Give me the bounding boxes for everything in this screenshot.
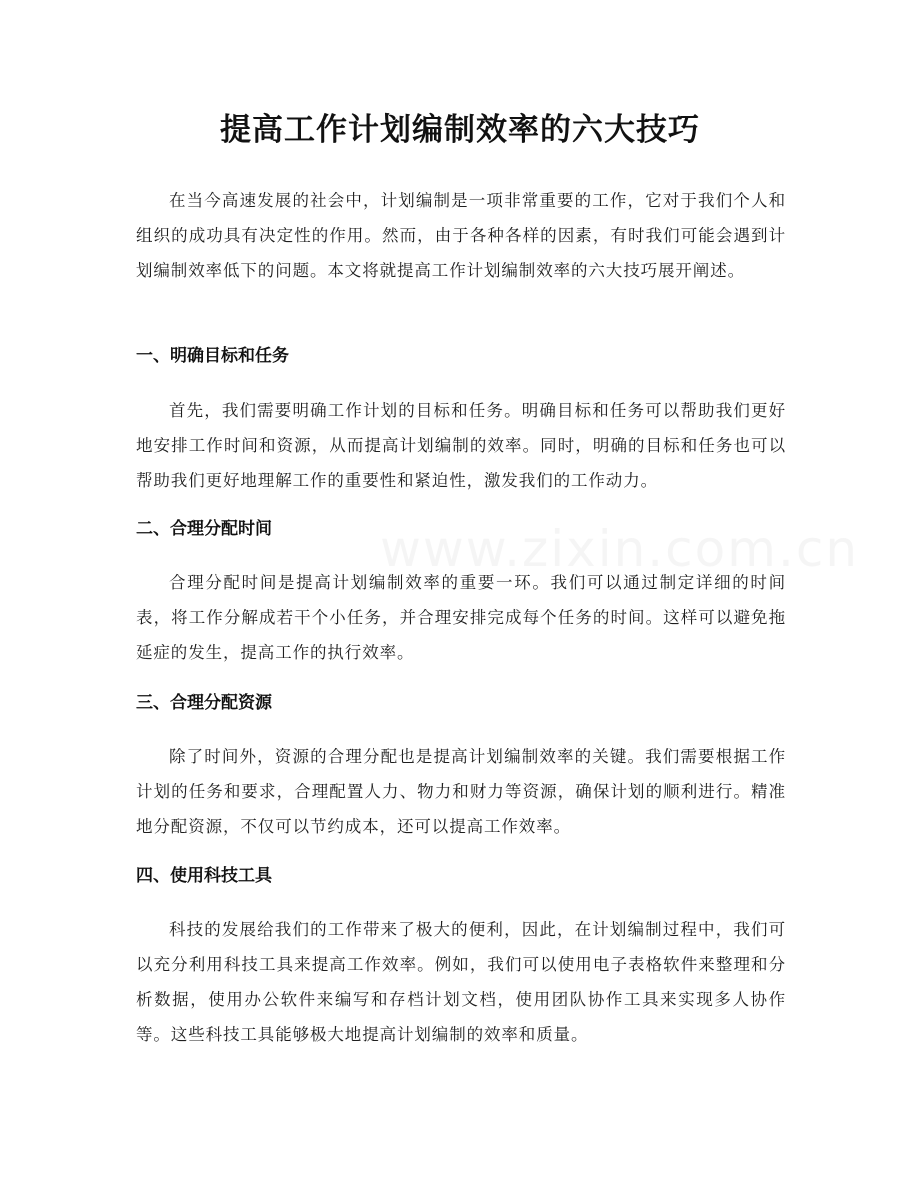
intro-paragraph: 在当今高速发展的社会中，计划编制是一项非常重要的工作，它对于我们个人和组织的成功具有决定性的作用。然而，由于各种各样的因素，有时我们可能会遇到计划编制效率低下的问题。本文将就提高工作计划编制效率的六大技巧展开阐述。 [136,191,786,280]
section-body-2: 合理分配时间是提高计划编制效率的重要一环。我们可以通过制定详细的时间表，将工作分解成若干个小任务，并合理安排完成每个任务的时间。这样可以避免拖延症的发生，提高工作的执行效率。 [136,573,786,662]
watermark: www.zixin.com.cn [380,520,860,578]
section-body-3: 除了时间外，资源的合理分配也是提高计划编制效率的关键。我们需要根据工作计划的任务和要求，合理配置人力、物力和财力等资源，确保计划的顺利进行。精准地分配资源，不仅可以节约成本，还可以提高工作效率。 [136,747,786,836]
section-heading-1: 一、明确目标和任务 [136,346,289,366]
section-heading-3: 三、合理分配资源 [136,693,272,713]
document-title: 提高工作计划编制效率的六大技巧 [220,112,700,148]
section-body-1: 首先，我们需要明确工作计划的目标和任务。明确目标和任务可以帮助我们更好地安排工作时间和资源，从而提高计划编制的效率。同时，明确的目标和任务也可以帮助我们更好地理解工作的重要性和紧迫性，激发我们的工作动力。 [136,401,786,490]
section-heading-2: 二、合理分配时间 [136,519,272,539]
section-body-4: 科技的发展给我们的工作带来了极大的便利，因此，在计划编制过程中，我们可以充分利用科技工具来提高工作效率。例如，我们可以使用电子表格软件来整理和分析数据，使用办公软件来编写和存档计划文档，使用团队协作工具来实现多人协作等。这些科技工具能够极大地提高计划编制的效率和质量。 [136,920,786,1044]
section-heading-4: 四、使用科技工具 [136,866,272,886]
